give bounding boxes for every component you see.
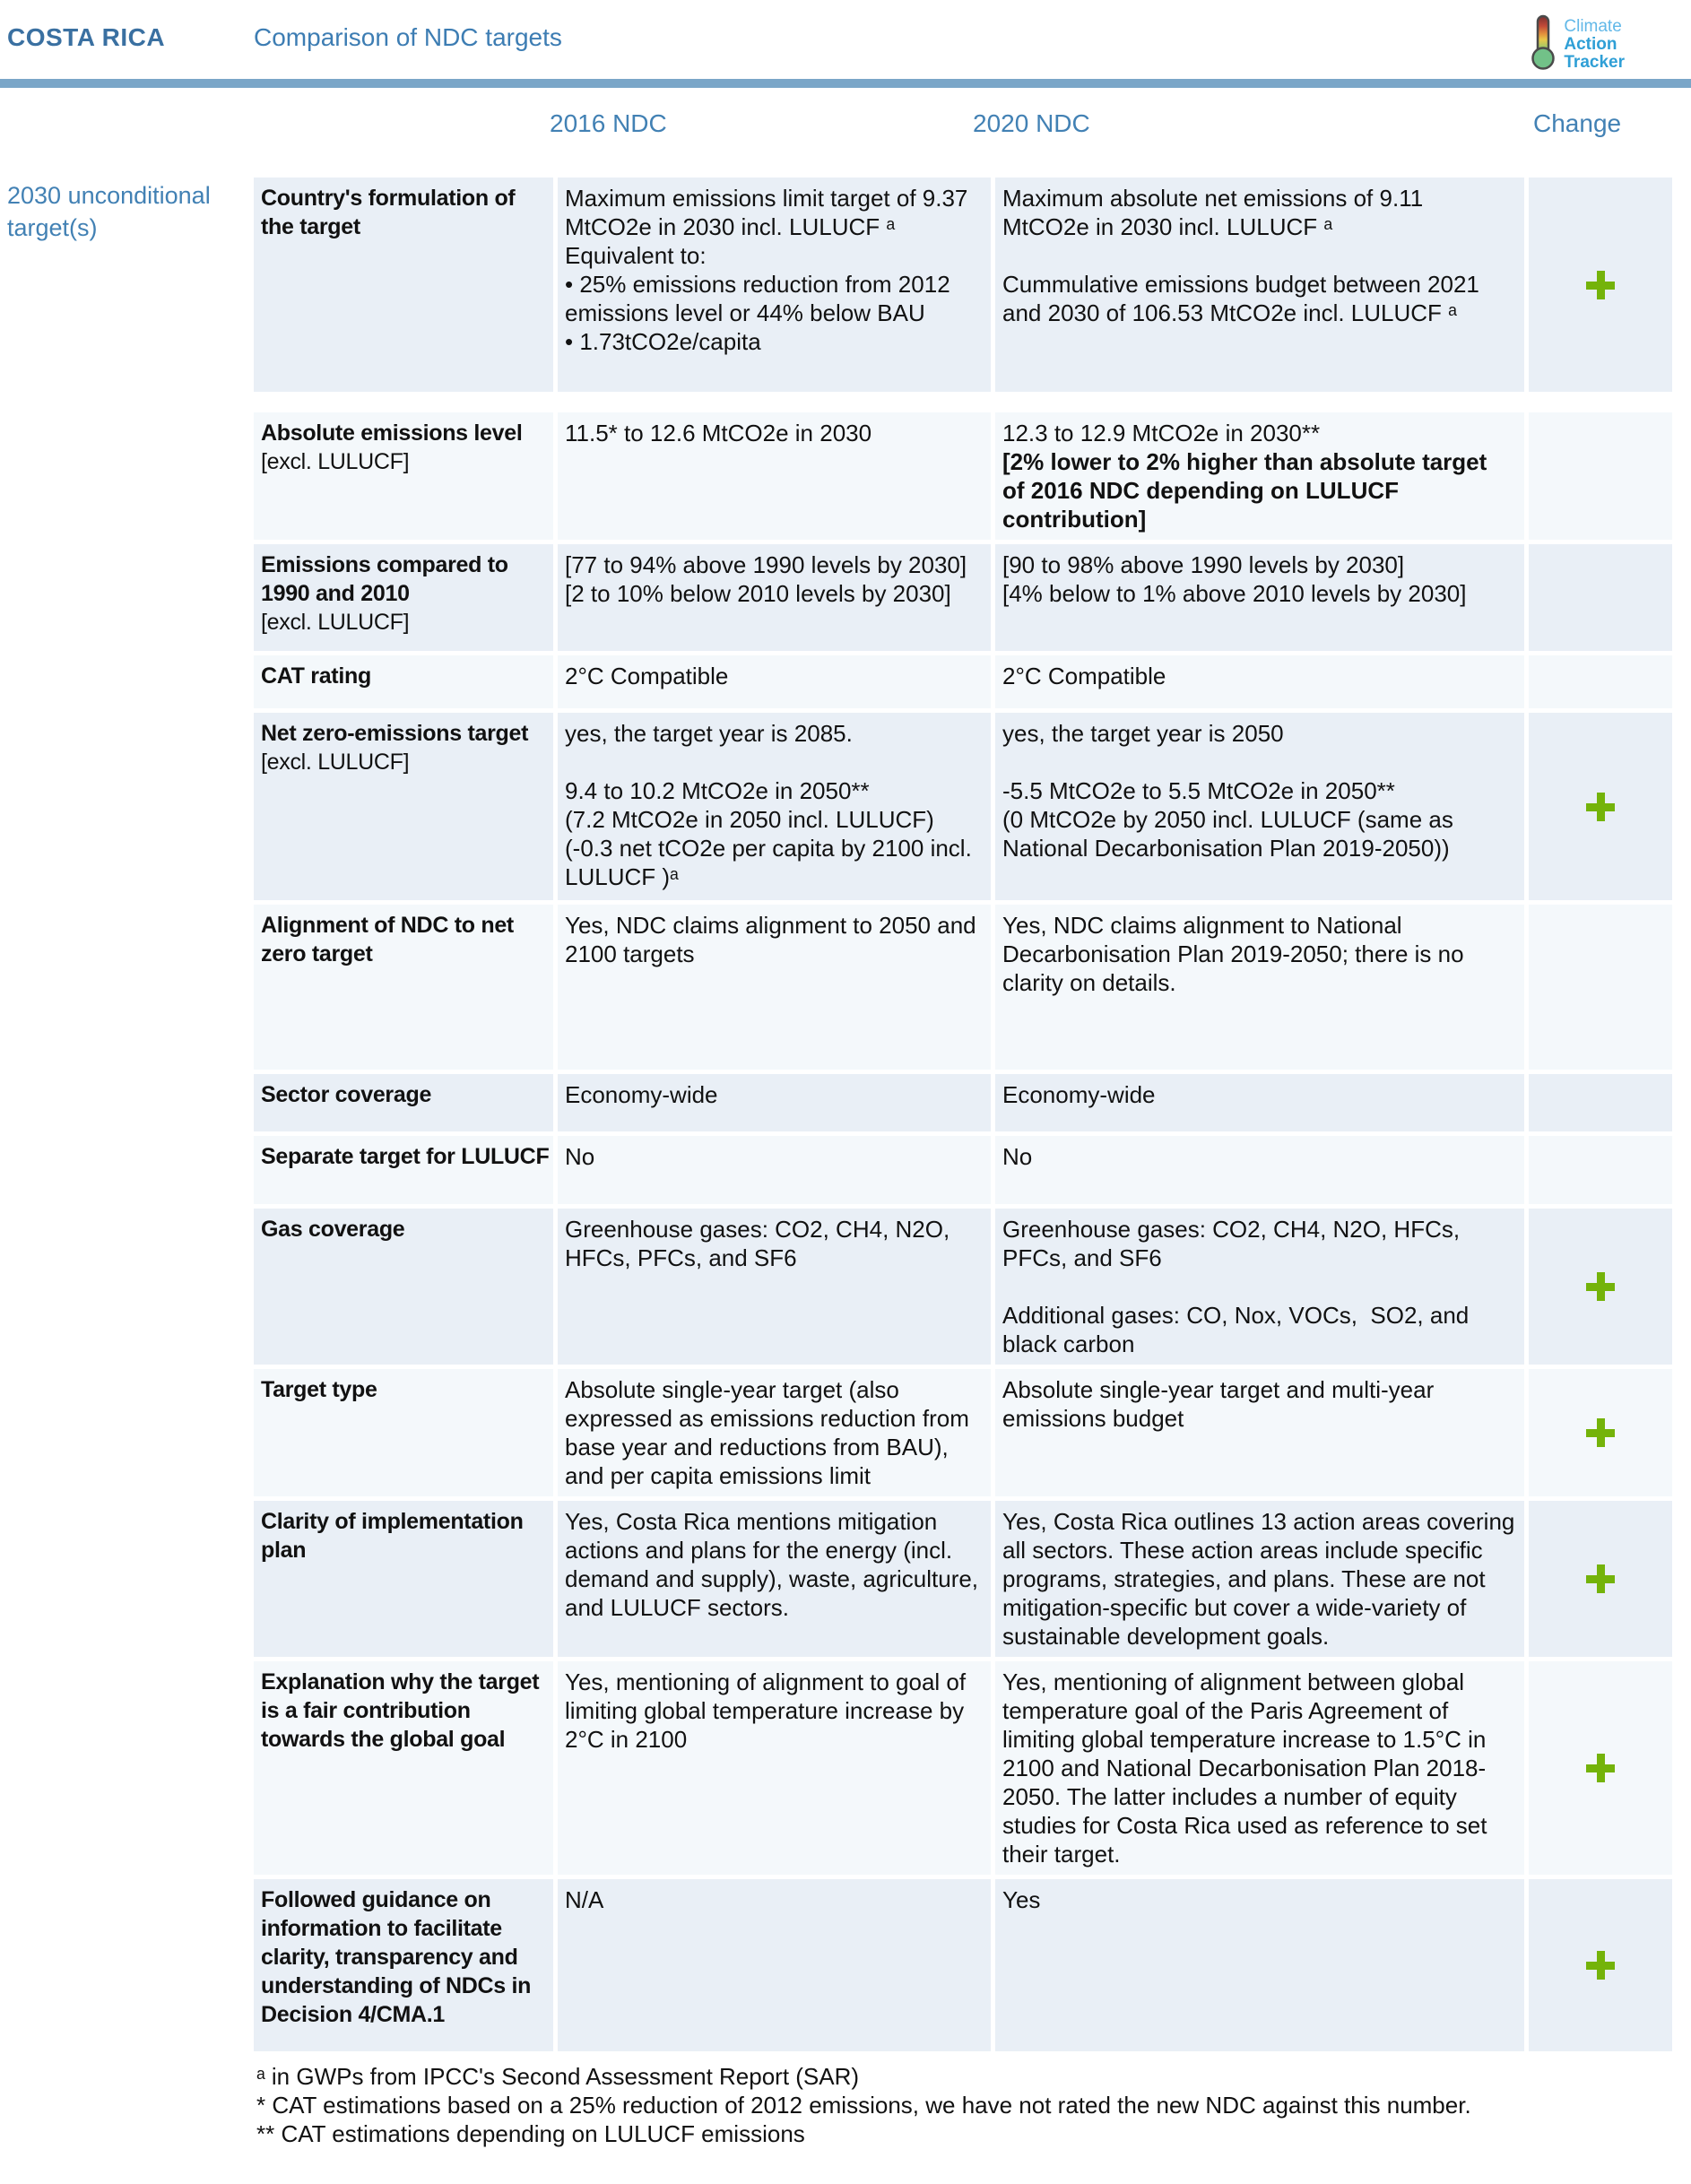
emissions-compared-lab xyxy=(254,544,553,651)
target-type-2020 xyxy=(995,1369,1524,1496)
sector-coverage-2016 xyxy=(558,1074,991,1131)
cat-rating-lab xyxy=(254,655,553,708)
followed-guidance-2016 xyxy=(558,1879,991,2051)
target-type-2016-text: Absolute single-year target (also expressed as emissions reduction from base year and reductions from BAU), and per capita emissions limit xyxy=(565,1376,976,1489)
emissions-compared-2020 xyxy=(995,544,1524,651)
target-type-2016 xyxy=(558,1369,991,1496)
thermometer-icon xyxy=(1528,14,1558,74)
cat-rating-2020 xyxy=(995,655,1524,708)
fair-contribution-lab-text: Explanation why the target is a fair contribution towards the global goal xyxy=(261,1669,545,1752)
change-plus-icon xyxy=(1586,1951,1615,1980)
net-zero-target-2016 xyxy=(558,713,991,900)
net-zero-target-2016-text: yes, the target year is 2085. xyxy=(565,720,853,747)
absolute-emissions-level-lab-text: Absolute emissions level xyxy=(261,420,523,446)
country-formulation-2020-text: Maximum absolute net emissions of 9.11 MtCO2e in 2030 incl. LULUCF ᵃ xyxy=(1002,185,1430,240)
footnote-lulucf: ** CAT estimations depending on LULUCF emissions xyxy=(256,2120,805,2147)
section-label: 2030 unconditional target(s) xyxy=(7,182,211,241)
fair-contribution-2016 xyxy=(558,1661,991,1875)
comparison-section xyxy=(0,178,1691,2051)
net-zero-target-2020-text xyxy=(1002,748,1515,776)
followed-guidance-lab xyxy=(254,1879,553,2051)
fair-contribution-change xyxy=(1529,1661,1672,1875)
net-zero-target-change xyxy=(1529,713,1672,900)
emissions-compared-2020-text: [90 to 98% above 1990 levels by 2030] xyxy=(1002,551,1405,578)
change-plus-icon xyxy=(1586,1418,1615,1447)
row-spacer xyxy=(254,396,1672,408)
net-zero-target-2016-text xyxy=(565,748,982,776)
country-formulation-2020-text: Cummulative emissions budget between 2021 and 2030 of 106.53 MtCO2e incl. LULUCF ᵃ xyxy=(1002,271,1487,326)
sector-coverage-lab-text: Sector coverage xyxy=(261,1082,432,1107)
net-zero-target-2016-text: (-0.3 net tCO2e per capita by 2100 incl. LULUCF )ᵃ xyxy=(565,835,979,890)
implementation-clarity-lab xyxy=(254,1501,553,1657)
implementation-clarity-2016-text: Yes, Costa Rica mentions mitigation actions and plans for the energy (incl. demand and supply), waste, agriculture, and LULUCF sectors. xyxy=(565,1508,985,1621)
ndc-comparison-table xyxy=(254,178,1672,2051)
ndc-alignment-lab-text: Alignment of NDC to net zero target xyxy=(261,913,520,966)
top-header xyxy=(0,0,1691,79)
change-plus-icon xyxy=(1586,793,1615,821)
net-zero-target-2020-text: yes, the target year is 2050 xyxy=(1002,720,1284,747)
sector-coverage-change xyxy=(1529,1074,1672,1131)
sector-coverage-2020-text: Economy-wide xyxy=(1002,1081,1156,1108)
country-formulation-2016-text: • 25% emissions reduction from 2012 emissions level or 44% below BAU xyxy=(565,271,957,326)
change-plus-icon xyxy=(1586,1564,1615,1593)
country-formulation-change xyxy=(1529,178,1672,392)
followed-guidance-lab-text: Followed guidance on information to facilitate clarity, transparency and understanding of NDCs in Decision 4/CMA.1 xyxy=(261,1887,537,2027)
implementation-clarity-change xyxy=(1529,1501,1672,1657)
logo-text xyxy=(1564,18,1625,72)
gas-coverage-lab-text: Gas coverage xyxy=(261,1217,405,1242)
logo-line-action: Action xyxy=(1564,34,1617,54)
footnote-gwp: ᵃ in GWPs from IPCC's Second Assessment Report (SAR) xyxy=(256,2063,860,2090)
gas-coverage-2016 xyxy=(558,1209,991,1365)
ndc-alignment-2020-text: Yes, NDC claims alignment to National Decarbonisation Plan 2019-2050; there is no clarity on details. xyxy=(1002,912,1470,996)
separate-lulucf-target-2016-text: No xyxy=(565,1143,595,1170)
sector-coverage-lab xyxy=(254,1074,553,1131)
implementation-clarity-2020 xyxy=(995,1501,1524,1657)
absolute-emissions-level-2016 xyxy=(558,412,991,540)
separate-lulucf-target-lab xyxy=(254,1136,553,1204)
page-title: Comparison of NDC targets xyxy=(254,23,562,51)
absolute-emissions-level-2020-text: [2% lower to 2% higher than absolute target of 2016 NDC depending on LULUCF contribution] xyxy=(1002,448,1494,533)
change-plus-icon xyxy=(1586,1754,1615,1782)
country-formulation-2016-text: Maximum emissions limit target of 9.37 MtCO2e in 2030 incl. LULUCF ᵃ xyxy=(565,185,975,240)
absolute-emissions-level-change xyxy=(1529,412,1672,540)
gas-coverage-2020-text: Additional gases: CO, Nox, VOCs, SO2, and black carbon xyxy=(1002,1302,1476,1357)
change-plus-icon xyxy=(1586,1272,1615,1301)
country-formulation-2020-text xyxy=(1002,241,1515,270)
ndc-alignment-lab xyxy=(254,905,553,1070)
footnotes xyxy=(256,2062,1691,2148)
logo-line-tracker: Tracker xyxy=(1564,52,1625,72)
absolute-emissions-level-lab xyxy=(254,412,553,540)
net-zero-target-2020-text: -5.5 MtCO2e to 5.5 MtCO2e in 2050** xyxy=(1002,777,1395,804)
column-header-2016-ndc: 2016 NDC xyxy=(550,109,667,137)
net-zero-target-2016-text: 9.4 to 10.2 MtCO2e in 2050** xyxy=(565,777,870,804)
cat-rating-2020-text: 2°C Compatible xyxy=(1002,663,1166,689)
implementation-clarity-2020-text: Yes, Costa Rica outlines 13 action areas covering all sectors. These action areas include specific programs, strategies, and plans. These are not mitigation-specific but cover a wide-variety of sustainable development goals. xyxy=(1002,1508,1522,1650)
emissions-compared-2020-text: [4% below to 1% above 2010 levels by 2030] xyxy=(1002,580,1467,607)
emissions-compared-2016 xyxy=(558,544,991,651)
country-formulation-2016-text: • 1.73tCO2e/capita xyxy=(565,328,761,355)
cat-rating-2016 xyxy=(558,655,991,708)
separate-lulucf-target-lab-text: Separate target for LULUCF xyxy=(261,1144,550,1169)
ndc-alignment-change xyxy=(1529,905,1672,1070)
implementation-clarity-2016 xyxy=(558,1501,991,1657)
net-zero-target-2016-text: (7.2 MtCO2e in 2050 incl. LULUCF) xyxy=(565,806,934,833)
fair-contribution-2020-text: Yes, mentioning of alignment between global temperature goal of the Paris Agreement of limiting global temperature increase to 1.5°C in 2100 and National Decarbonisation Plan 2018-2050. The latter includes a number of equity studies for Costa Rica used as reference to set their target. xyxy=(1002,1668,1494,1868)
absolute-emissions-level-2020-text: 12.3 to 12.9 MtCO2e in 2030** xyxy=(1002,420,1321,446)
followed-guidance-2020 xyxy=(995,1879,1524,2051)
country-title: COSTA RICA xyxy=(7,23,166,51)
target-type-2020-text: Absolute single-year target and multi-year emissions budget xyxy=(1002,1376,1441,1432)
gas-coverage-lab xyxy=(254,1209,553,1365)
header-divider-bar xyxy=(0,79,1691,88)
cat-rating-lab-text: CAT rating xyxy=(261,663,371,689)
fair-contribution-2020 xyxy=(995,1661,1524,1875)
logo-line-climate: Climate xyxy=(1564,16,1622,36)
target-type-lab-text: Target type xyxy=(261,1377,377,1402)
fair-contribution-lab xyxy=(254,1661,553,1875)
target-type-change xyxy=(1529,1369,1672,1496)
absolute-emissions-level-lab-text: [excl. LULUCF] xyxy=(261,449,410,474)
net-zero-target-lab-text: [excl. LULUCF] xyxy=(261,750,410,775)
target-type-lab xyxy=(254,1369,553,1496)
gas-coverage-2020 xyxy=(995,1209,1524,1365)
gas-coverage-2020-text: Greenhouse gases: CO2, CH4, N2O, HFCs, PFCs, and SF6 xyxy=(1002,1216,1467,1271)
emissions-compared-2016-text: [77 to 94% above 1990 levels by 2030] xyxy=(565,551,967,578)
ndc-alignment-2016 xyxy=(558,905,991,1070)
column-headers xyxy=(0,88,1691,178)
emissions-compared-2016-text: [2 to 10% below 2010 levels by 2030] xyxy=(565,580,951,607)
net-zero-target-lab-text: Net zero-emissions target xyxy=(261,721,529,746)
cat-rating-change xyxy=(1529,655,1672,708)
followed-guidance-change xyxy=(1529,1879,1672,2051)
sector-coverage-2020 xyxy=(995,1074,1524,1131)
net-zero-target-lab xyxy=(254,713,553,900)
column-header-change: Change xyxy=(1533,109,1622,137)
sector-coverage-2016-text: Economy-wide xyxy=(565,1081,718,1108)
footnote-cat-estimation: * CAT estimations based on a 25% reduction of 2012 emissions, we have not rated the new NDC against this number. xyxy=(256,2092,1471,2119)
separate-lulucf-target-change xyxy=(1529,1136,1672,1204)
cat-rating-2016-text: 2°C Compatible xyxy=(565,663,729,689)
country-formulation-lab-text: Country's formulation of the target xyxy=(261,186,522,239)
country-formulation-2016-text: Equivalent to: xyxy=(565,242,707,269)
column-header-2020-ndc: 2020 NDC xyxy=(973,109,1090,137)
separate-lulucf-target-2020-text: No xyxy=(1002,1143,1033,1170)
followed-guidance-2020-text: Yes xyxy=(1002,1886,1041,1913)
climate-action-tracker-logo xyxy=(1528,14,1625,74)
implementation-clarity-lab-text: Clarity of implementation plan xyxy=(261,1509,530,1563)
separate-lulucf-target-2016 xyxy=(558,1136,991,1204)
net-zero-target-2020-text: (0 MtCO2e by 2050 incl. LULUCF (same as National Decarbonisation Plan 2019-2050)) xyxy=(1002,806,1461,862)
absolute-emissions-level-2020 xyxy=(995,412,1524,540)
country-formulation-2016 xyxy=(558,178,991,392)
emissions-compared-lab-text: Emissions compared to 1990 and 2010 xyxy=(261,552,515,606)
followed-guidance-2016-text: N/A xyxy=(565,1886,604,1913)
country-formulation-2020 xyxy=(995,178,1524,392)
emissions-compared-lab-text: [excl. LULUCF] xyxy=(261,610,410,635)
absolute-emissions-level-2016-text: 11.5* to 12.6 MtCO2e in 2030 xyxy=(565,420,872,446)
change-plus-icon xyxy=(1586,271,1615,299)
ndc-alignment-2020 xyxy=(995,905,1524,1070)
country-formulation-lab xyxy=(254,178,553,392)
emissions-compared-change xyxy=(1529,544,1672,651)
fair-contribution-2016-text: Yes, mentioning of alignment to goal of limiting global temperature increase by 2°C in 2100 xyxy=(565,1668,973,1753)
gas-coverage-2020-text xyxy=(1002,1272,1515,1301)
net-zero-target-2020 xyxy=(995,713,1524,900)
separate-lulucf-target-2020 xyxy=(995,1136,1524,1204)
gas-coverage-2016-text: Greenhouse gases: CO2, CH4, N2O, HFCs, PFCs, and SF6 xyxy=(565,1216,957,1271)
gas-coverage-change xyxy=(1529,1209,1672,1365)
ndc-alignment-2016-text: Yes, NDC claims alignment to 2050 and 2100 targets xyxy=(565,912,983,967)
